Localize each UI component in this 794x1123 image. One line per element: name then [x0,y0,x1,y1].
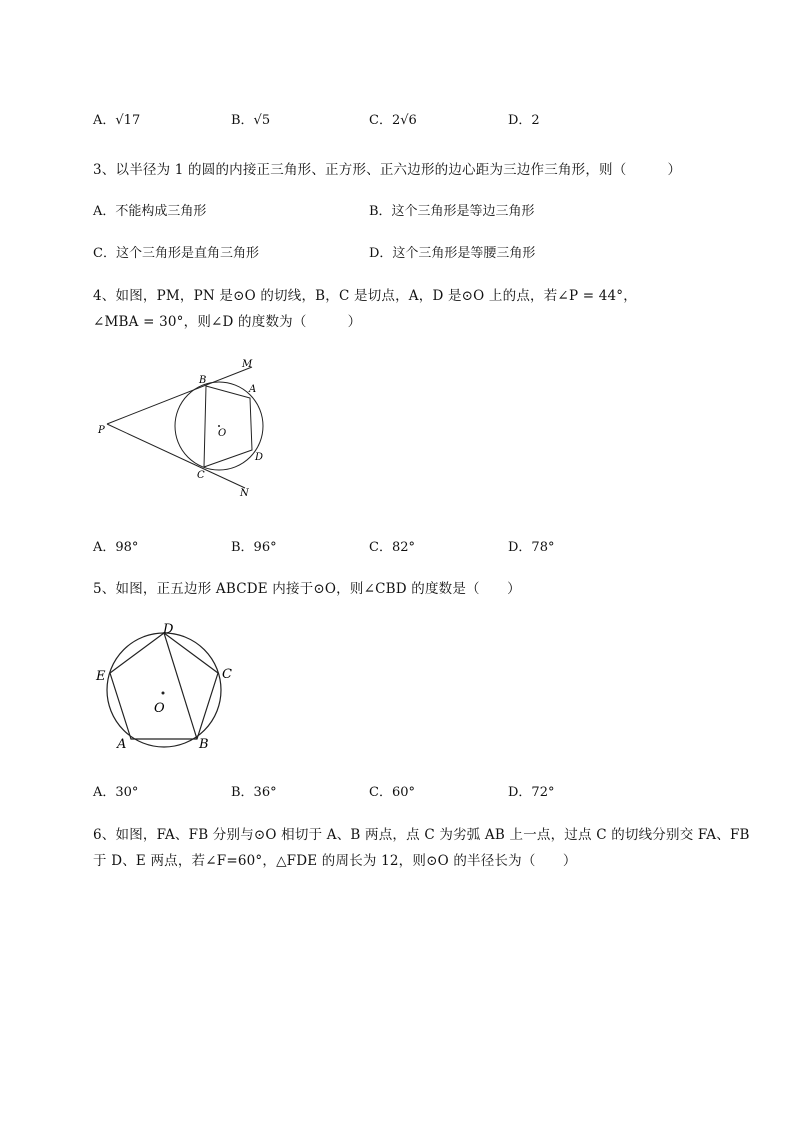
option-a: A．√17 [93,113,141,128]
q3-option-d: D．这个三角形是等腰三角形 [369,246,536,261]
label-m: M [242,359,253,370]
label-b: B [199,375,207,386]
label-a: A [117,737,127,752]
option-d: D．2 [508,113,540,128]
q3-option-b: B．这个三角形是等边三角形 [369,204,535,219]
center-dot [162,692,165,695]
q5-option-d: D．72° [508,785,555,800]
diagonal-bd [164,633,197,739]
circle-o [107,633,221,747]
q3-option-c: C．这个三角形是直角三角形 [93,246,259,261]
option-c: C．2√6 [369,113,417,128]
q5-option-b: B．36° [231,785,277,800]
label-p: P [98,425,105,436]
q5-option-a: A．30° [93,785,139,800]
label-c: C [222,667,232,682]
question-5-text: 5、如图，正五边形 ABCDE 内接于⊙O，则∠CBD 的度数是（ ） [93,581,521,597]
q4-option-d: D．78° [508,540,555,555]
question-4-line2: ∠MBA = 30°，则∠D 的度数为（ ） [93,314,362,330]
q5-figure-pentagon [90,615,250,755]
label-n: N [240,488,249,499]
label-d: D [255,452,264,463]
pentagon-abcde [110,633,218,739]
question-3-text: 3、以半径为 1 的圆的内接正三角形、正方形、正六边形的边心距为三边作三角形，则（ ） [93,162,682,178]
center-dot [218,425,220,427]
q4-option-c: C．82° [369,540,415,555]
label-d: D [163,622,174,637]
q5-option-c: C．60° [369,785,415,800]
label-b: B [199,737,209,752]
label-o: O [154,701,165,716]
tangent-pm [107,367,252,424]
q4-option-b: B．96° [231,540,277,555]
question-4-line1: 4、如图，PM，PN 是⊙O 的切线，B，C 是切点，A，D 是⊙O 上的点，若∠P = 44°， [93,288,637,304]
q4-option-a: A．98° [93,540,139,555]
question-6-line2: 于 D、E 两点，若∠F=60°，△FDE 的周长为 12，则⊙O 的半径长为（ ） [93,853,577,869]
label-o: O [218,428,227,439]
question-6-line1: 6、如图，FA、FB 分别与⊙O 相切于 A、B 两点，点 C 为劣弧 AB 上一点，过点 C 的切线分别交 FA、FB [93,827,750,843]
q3-option-a: A．不能构成三角形 [93,204,207,219]
label-e: E [96,669,106,684]
label-a: A [249,384,257,395]
label-c: C [197,470,205,481]
option-b: B．√5 [231,113,271,128]
quadrilateral-badc [204,386,252,467]
q4-figure-tangent-circle [90,350,290,500]
